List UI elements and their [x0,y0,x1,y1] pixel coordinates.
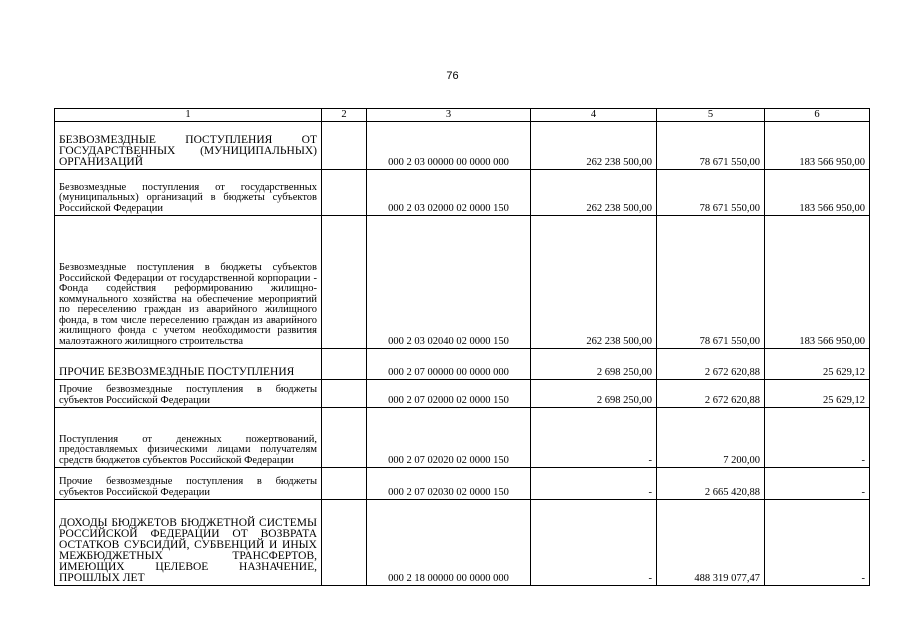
column-4-value: 262 238 500,00 [531,170,657,216]
column-4-value: - [531,500,657,586]
revenue-name-cell: Безвозмездные поступления от государственных (муниципальных) организаций в бюджеты субъектов Российской Федерации [55,170,322,216]
column-6-value: 183 566 950,00 [765,122,870,170]
header-row [55,109,870,122]
column-2-cell [322,216,367,349]
column-2-cell [322,408,367,468]
column-5-value: 78 671 550,00 [657,122,765,170]
column-6-value: 183 566 950,00 [765,170,870,216]
budget-code-cell: 000 2 03 00000 00 0000 000 [367,122,531,170]
column-5-value: 7 200,00 [657,408,765,468]
table-row [55,216,870,349]
column-4-value: 262 238 500,00 [531,122,657,170]
table-row [55,408,870,468]
revenue-name-cell: Безвозмездные поступления в бюджеты субъектов Российской Федерации от государственной корпорации - Фонда содействия реформированию жилищно-коммунального хозяйства на обеспечение мероприятий по переселению граждан из аварийного жилищного фонда, в том числе переселению граждан из аварийного жилищного фонда с учетом необходимости развития малоэтажного жилищного строительства [55,216,322,349]
table-row [55,380,870,408]
budget-code-cell: 000 2 03 02000 02 0000 150 [367,170,531,216]
column-5-value: 488 319 077,47 [657,500,765,586]
column-5-value: 2 665 420,88 [657,468,765,500]
column-6-value: 183 566 950,00 [765,216,870,349]
table-row [55,122,870,170]
column-4-value: 262 238 500,00 [531,216,657,349]
column-2-cell [322,380,367,408]
column-header-3: 3 [367,109,531,122]
column-header-6: 6 [765,109,870,122]
column-5-value: 78 671 550,00 [657,216,765,349]
column-6-value: - [765,408,870,468]
table-row [55,170,870,216]
column-4-value: - [531,408,657,468]
budget-code-cell: 000 2 07 02000 02 0000 150 [367,380,531,408]
column-2-cell [322,468,367,500]
revenue-name-cell: БЕЗВОЗМЕЗДНЫЕ ПОСТУПЛЕНИЯ ОТ ГОСУДАРСТВЕННЫХ (МУНИЦИПАЛЬНЫХ) ОРГАНИЗАЦИЙ [55,122,322,170]
column-6-value: 25 629,12 [765,380,870,408]
column-header-4: 4 [531,109,657,122]
revenue-name-cell: ПРОЧИЕ БЕЗВОЗМЕЗДНЫЕ ПОСТУПЛЕНИЯ [55,349,322,380]
budget-code-cell: 000 2 07 00000 00 0000 000 [367,349,531,380]
budget-code-cell: 000 2 07 02020 02 0000 150 [367,408,531,468]
table-row [55,349,870,380]
column-5-value: 2 672 620,88 [657,380,765,408]
table-row [55,500,870,586]
column-4-value: - [531,468,657,500]
table-row [55,468,870,500]
column-header-5: 5 [657,109,765,122]
column-4-value: 2 698 250,00 [531,349,657,380]
column-header-1: 1 [55,109,322,122]
column-header-2: 2 [322,109,367,122]
revenue-name-cell: ДОХОДЫ БЮДЖЕТОВ БЮДЖЕТНОЙ СИСТЕМЫ РОССИЙСКОЙ ФЕДЕРАЦИИ ОТ ВОЗВРАТА ОСТАТКОВ СУБСИДИЙ, СУБВЕНЦИЙ И ИНЫХ МЕЖБЮДЖЕТНЫХ ТРАНСФЕРТОВ, ИМЕЮЩИХ ЦЕЛЕВОЕ НАЗНАЧЕНИЕ, ПРОШЛЫХ ЛЕТ [55,500,322,586]
column-5-value: 78 671 550,00 [657,170,765,216]
budget-revenue-table [54,108,870,586]
budget-code-cell: 000 2 07 02030 02 0000 150 [367,468,531,500]
column-2-cell [322,500,367,586]
column-5-value: 2 672 620,88 [657,349,765,380]
column-6-value: 25 629,12 [765,349,870,380]
revenue-name-cell: Прочие безвозмездные поступления в бюджеты субъектов Российской Федерации [55,468,322,500]
page-number: 76 [446,70,459,82]
budget-code-cell: 000 2 18 00000 00 0000 000 [367,500,531,586]
column-6-value: - [765,500,870,586]
revenue-name-cell: Прочие безвозмездные поступления в бюджеты субъектов Российской Федерации [55,380,322,408]
column-2-cell [322,122,367,170]
column-2-cell [322,170,367,216]
budget-code-cell: 000 2 03 02040 02 0000 150 [367,216,531,349]
column-4-value: 2 698 250,00 [531,380,657,408]
revenue-name-cell: Поступления от денежных пожертвований, предоставляемых физическими лицами получателям средств бюджетов субъектов Российской Федерации [55,408,322,468]
column-6-value: - [765,468,870,500]
column-2-cell [322,349,367,380]
